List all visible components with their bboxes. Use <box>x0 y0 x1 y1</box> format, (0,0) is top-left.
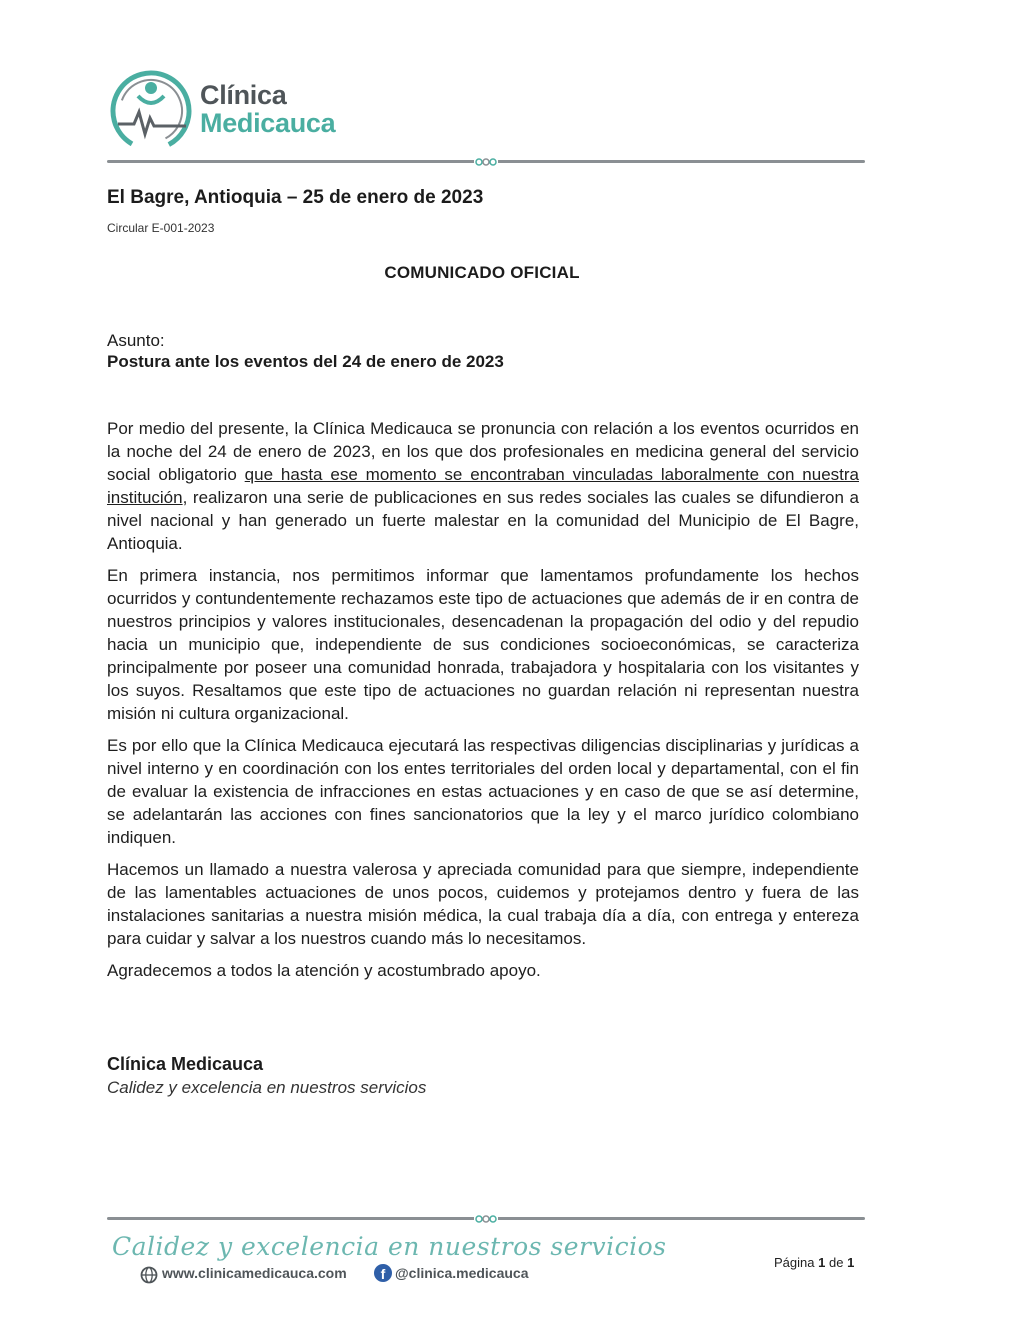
logo-heartbeat-icon <box>108 66 198 156</box>
subject-text: Postura ante los eventos del 24 de enero de 2023 <box>107 352 504 371</box>
paragraph-1 <box>107 417 859 555</box>
footer-divider <box>107 1212 865 1226</box>
paragraph-5: Agradecemos a todos la atención y acostumbrado apoyo. <box>107 961 541 980</box>
paragraph-4: Hacemos un llamado a nuestra valerosa y apreciada comunidad para que siempre, independiente de las lamentables actuaciones de unos pocos, cuidemos y protejamos dentro y fuera de las instalaciones sanitarias a nuestra misión médica, la cual trabaja día a día, con entrega y entereza para cuidar y salvar a los nuestros cuando más lo necesitamos. <box>107 860 859 948</box>
place-and-date: El Bagre, Antioquia – 25 de enero de 2023 <box>107 187 484 208</box>
logo-name-line2: Medicauca <box>200 108 336 138</box>
paragraph-1-start: Por medio del presente, la Clínica Medicauca se pronuncia con relación a los eventos ocurridos en la noche del 24 de enero de 2023, en los que dos profesionales en medicina general del servicio social obligatorio <box>107 419 859 484</box>
circular-number: Circular E-001-2023 <box>107 221 215 235</box>
website-link[interactable]: www.clinicamedicauca.com <box>162 1265 347 1281</box>
page-number <box>774 1255 854 1270</box>
page-word: Página <box>774 1255 815 1270</box>
facebook-handle[interactable]: @clinica.medicauca <box>395 1265 529 1281</box>
globe-icon <box>140 1266 158 1284</box>
subject-label: Asunto: <box>107 331 165 350</box>
divider-ornament-icon <box>474 1212 498 1226</box>
paragraph-1-end: , realizaron una serie de publicaciones en sus redes sociales las cuales se difundieron a nivel nacional y han generado un fuerte malestar en la comunidad del Municipio de El Bagre, Antioquia. <box>107 488 859 553</box>
clinic-logo <box>108 66 408 156</box>
page-total: 1 <box>847 1255 855 1270</box>
facebook-icon: f <box>374 1264 392 1282</box>
signature-slogan: Calidez y excelencia en nuestros servicios <box>107 1078 427 1097</box>
page-current: 1 <box>818 1255 826 1270</box>
paragraph-2: En primera instancia, nos permitimos informar que lamentamos profundamente los hechos ocurridos y contundentemente rechazamos este tipo de actuaciones que además de ir en contra de nuestros principios y valores institucionales, desencadenan la propagación del odio y del repudio hacia un municipio que, independiente de sus condiciones socioeconómicas, se caracteriza principalmente por poseer una comunidad honrada, trabajadora y hospitalaria con los visitantes y los suyos. Resaltamos que este tipo de actuaciones no guardan relación ni representan nuestra misión ni cultura organizacional. <box>107 566 859 723</box>
page-of: de <box>828 1255 844 1270</box>
paragraph-1-underlined: que hasta ese momento se encontraban vinculadas laboralmente con nuestra institución <box>107 465 859 507</box>
logo-name-line1: Clínica <box>200 80 287 110</box>
document-title: COMUNICADO OFICIAL <box>384 263 580 282</box>
letter-body <box>107 417 859 991</box>
footer-slogan: Calidez y excelencia en nuestros servicios <box>112 1232 667 1261</box>
divider-ornament-icon <box>474 155 498 169</box>
signature-name: Clínica Medicauca <box>107 1054 264 1074</box>
paragraph-3: Es por ello que la Clínica Medicauca ejecutará las respectivas diligencias disciplinarias y jurídicas a nivel interno y en coordinación con los entes territoriales del orden local y departamental, con el fin de evaluar la existencia de infracciones en estas actuaciones y en caso de que se así determine, se adelantarán las acciones con fines sancionatorios que la ley y el marco jurídico colombiano indiquen. <box>107 736 859 847</box>
header-divider <box>107 155 865 169</box>
